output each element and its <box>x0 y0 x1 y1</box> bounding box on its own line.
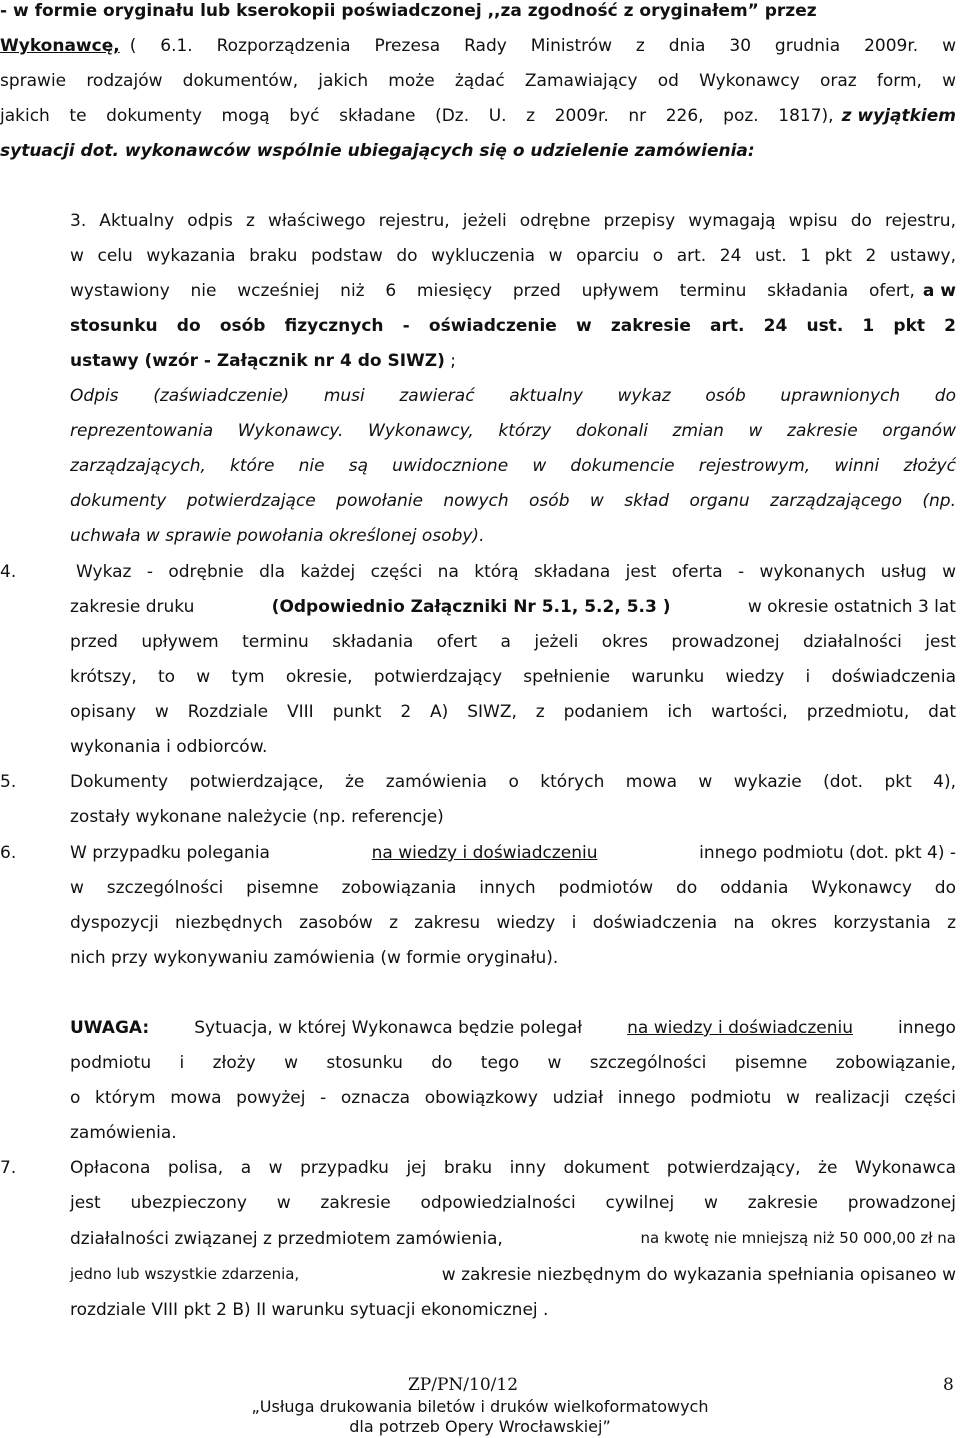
item-6-line-3: dyspozycji niezbędnych zasobów z zakresu wiedzy i doświadczenia na okres korzystania z <box>70 913 956 933</box>
intro-line-5: sytuacji dot. wykonawców wspólnie ubiegających się o udzielenie zamówienia: <box>0 141 755 161</box>
item-3-line-3: wystawiony nie wcześniej niż 6 miesięcy przed upływem terminu składania ofert, a w <box>70 281 956 301</box>
item-3-note-3: zarządzających, które nie są uwidocznione w dokumencie rejestrowym, winni złożyć <box>70 456 956 476</box>
note-line-4: zamówienia. <box>70 1123 177 1143</box>
item-4-line-6: wykonania i odbiorców. <box>70 737 268 757</box>
item-4-line-1: Wykaz - odrębnie dla każdej części na którą składana jest oferta - wykonanych usług w <box>76 562 956 582</box>
item-3-line-5: ustawy (wzór - Załącznik nr 4 do SIWZ) ; <box>70 351 457 371</box>
intro-line-1: - w formie oryginału lub kserokopii poświadczonej ,,za zgodność z oryginałem” przez <box>0 1 817 21</box>
footer-title-line-1: „Usługa drukowania biletów i druków wielkoformatowych <box>251 1397 709 1416</box>
item-7-line-4: jedno lub wszystkie zdarzenia, w zakresie niezbędnym do wykazania spełniania opisaneo w <box>70 1265 956 1285</box>
item-4-line-5: opisany w Rozdziale VIII punkt 2 A) SIWZ, z podaniem ich wartości, przedmiotu, dat <box>70 702 956 722</box>
note-label: UWAGA: <box>70 1018 150 1038</box>
intro-line-3: sprawie rodzajów dokumentów, jakich może żądać Zamawiający od Wykonawcy oraz form, w <box>0 71 956 91</box>
item-4-line-2: zakresie druku (Odpowiednio Załączniki Nr 5.1, 5.2, 5.3 ) w okresie ostatnich 3 lat <box>70 597 956 617</box>
item-3-note-2: reprezentowania Wykonawcy. Wykonawcy, którzy dokonali zmian w zakresie organów <box>70 421 956 441</box>
item-3-note-4: dokumenty potwierdzające powołanie nowych osób w skład organu zarządzającego (np. <box>70 491 956 511</box>
item-4-number: 4. <box>0 562 17 582</box>
item-6-line-1: W przypadku polegania na wiedzy i doświadczeniu innego podmiotu (dot. pkt 4) - <box>70 843 956 863</box>
item-6-line-2: w szczególności pisemne zobowiązania innych podmiotów do oddania Wykonawcy do <box>70 878 956 898</box>
intro-line-2: Wykonawcę, ( 6.1. Rozporządzenia Prezesa Rady Ministrów z dnia 30 grudnia 2009r. w <box>0 36 956 56</box>
footer-page-number: 8 <box>943 1375 954 1395</box>
item-7-line-2: jest ubezpieczony w zakresie odpowiedzialności cywilnej w zakresie prowadzonej <box>70 1193 956 1213</box>
note-line-3: o którym mowa powyżej - oznacza obowiązkowy udział innego podmiotu w realizacji części <box>70 1088 956 1108</box>
item-3-line-2: w celu wykazania braku podstaw do wykluczenia w oparciu o art. 24 ust. 1 pkt 2 ustawy, <box>70 246 956 266</box>
item-7-line-5: rozdziale VIII pkt 2 B) II warunku sytuacji ekonomicznej . <box>70 1300 549 1320</box>
item-7-line-3: działalności związanej z przedmiotem zamówienia, na kwotę nie mniejszą niż 50 000,00 zł na <box>70 1229 956 1249</box>
footer-title-line-2: dla potrzeb Opery Wrocławskiej” <box>349 1417 611 1436</box>
item-3-note-5: uchwała w sprawie powołania określonej osoby). <box>70 526 485 546</box>
item-7-number: 7. <box>0 1158 17 1178</box>
item-7-line-1: Opłacona polisa, a w przypadku jej braku inny dokument potwierdzający, że Wykonawca <box>70 1158 956 1178</box>
item-4-line-4: krótszy, to w tym okresie, potwierdzający spełnienie warunku wiedzy i doświadczenia <box>70 667 956 687</box>
footer-code: ZP/PN/10/12 <box>408 1375 519 1395</box>
note-line-2: podmiotu i złoży w stosunku do tego w szczególności pisemne zobowiązanie, <box>70 1053 956 1073</box>
item-6-number: 6. <box>0 843 17 863</box>
item-4-line-3: przed upływem terminu składania ofert a jeżeli okres prowadzonej działalności jest <box>70 632 956 652</box>
item-5-line-2: zostały wykonane należycie (np. referencje) <box>70 807 444 827</box>
intro-line-4: jakich te dokumenty mogą być składane (Dz. U. z 2009r. nr 226, poz. 1817), z wyjątkiem <box>0 106 956 126</box>
item-6-line-4: nich przy wykonywaniu zamówienia (w formie oryginału). <box>70 948 559 968</box>
item-3-note-1: Odpis (zaświadczenie) musi zawierać aktualny wykaz osób uprawnionych do <box>70 386 956 406</box>
item-3-line-1: 3. Aktualny odpis z właściwego rejestru, jeżeli odrębne przepisy wymagają wpisu do rejestru, <box>70 211 956 231</box>
item-5-number: 5. <box>0 772 17 792</box>
note-line-1: UWAGA: Sytuacja, w której Wykonawca będzie polegał na wiedzy i doświadczeniu innego <box>70 1018 956 1038</box>
item-5-line-1: Dokumenty potwierdzające, że zamówienia o których mowa w wykazie (dot. pkt 4), <box>70 772 956 792</box>
item-3-line-4: stosunku do osób fizycznych - oświadczenie w zakresie art. 24 ust. 1 pkt 2 <box>70 316 956 336</box>
